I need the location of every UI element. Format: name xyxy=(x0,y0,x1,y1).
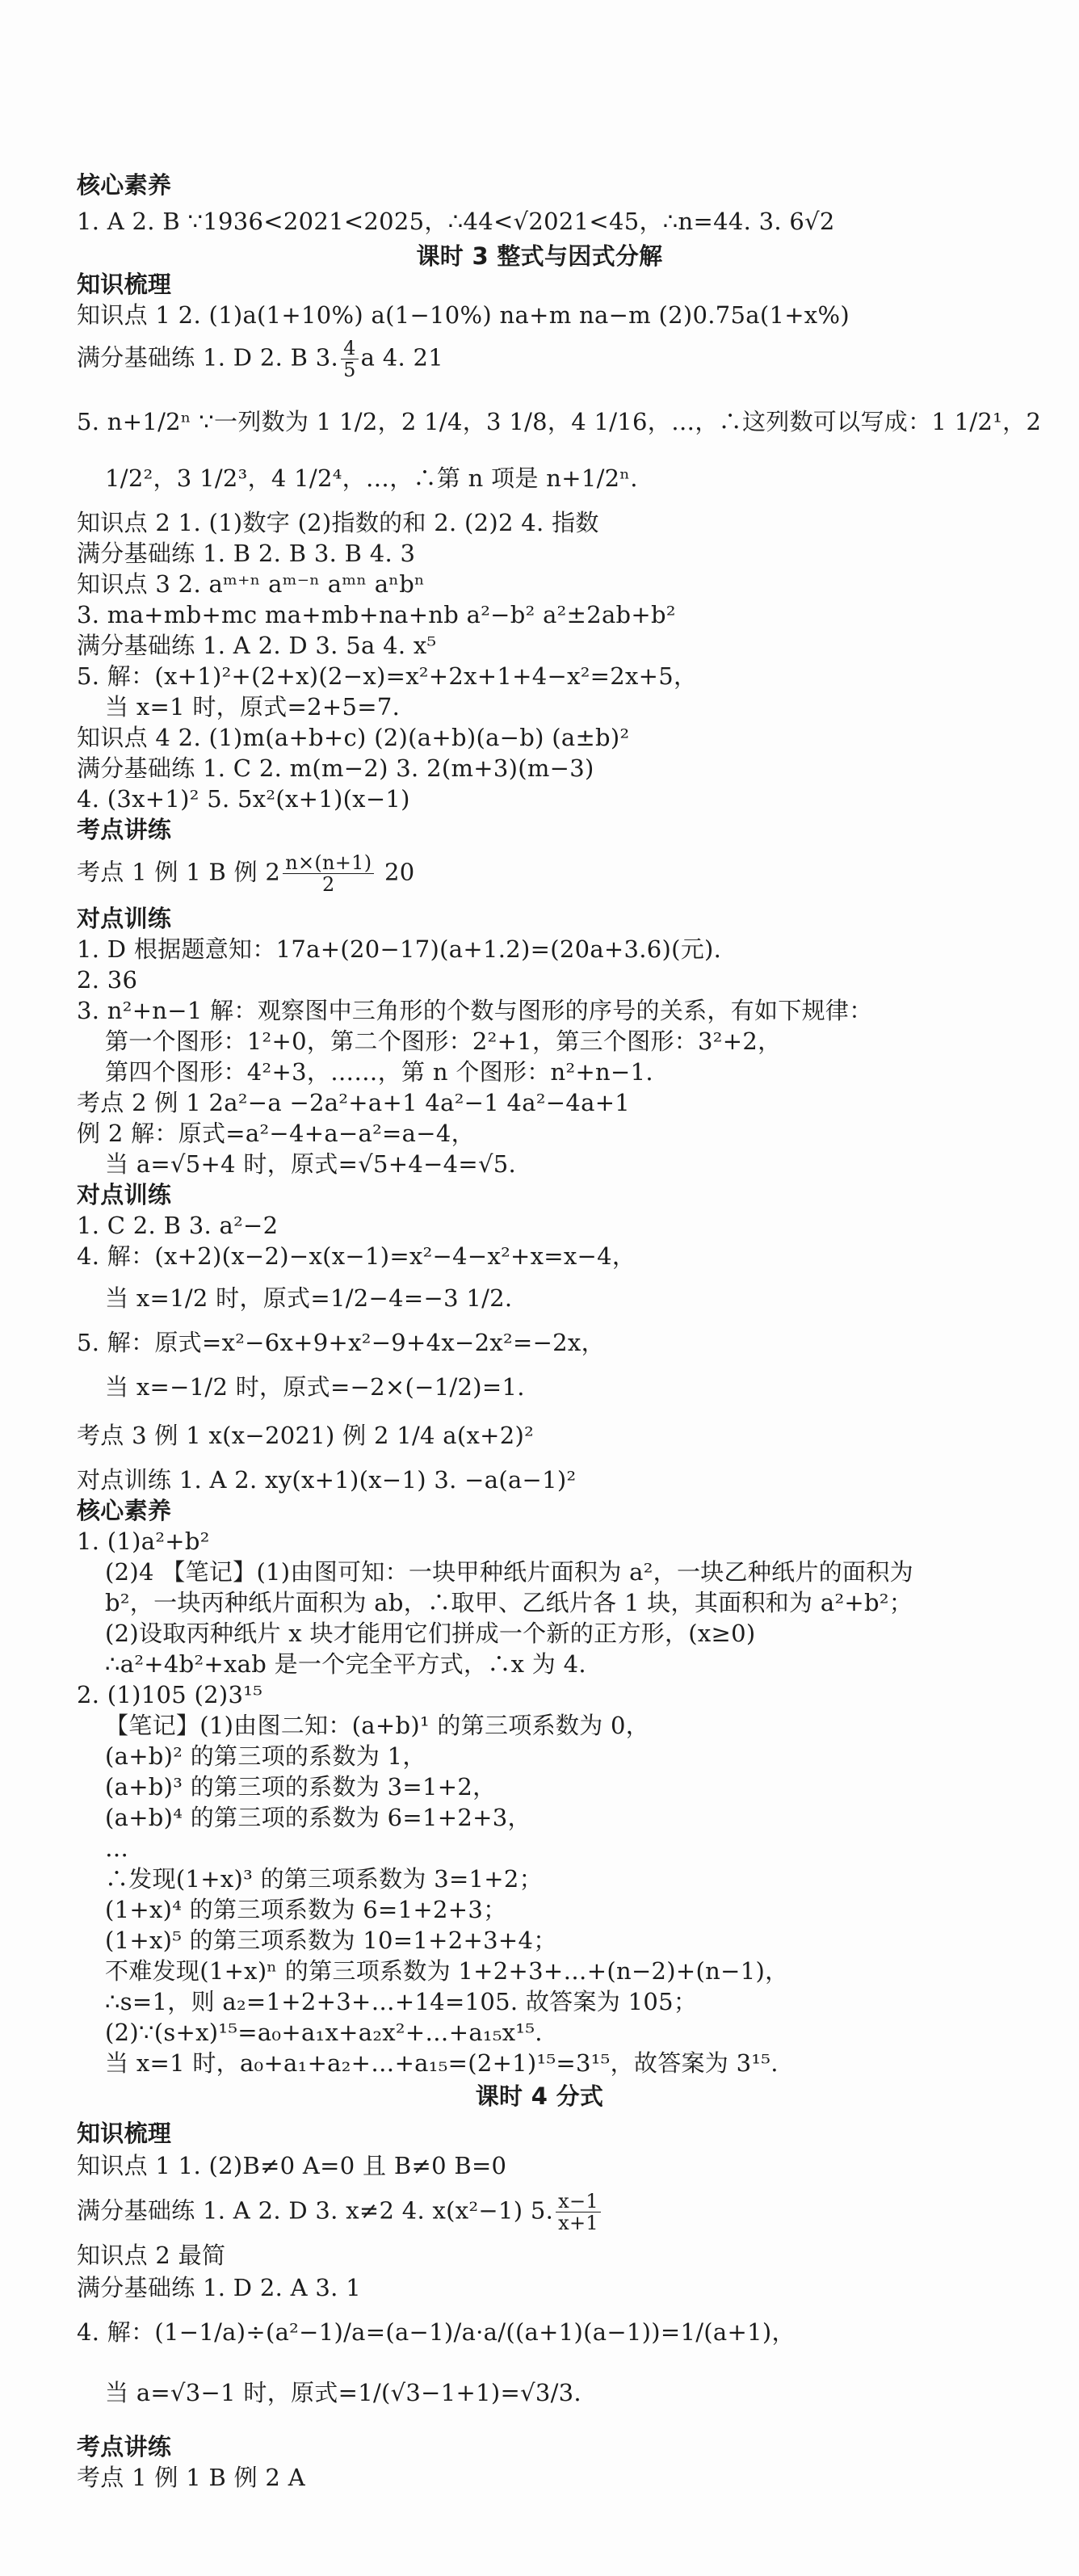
answer-line xyxy=(77,852,1047,895)
answer-line: 满分基础练 1. A 2. D 3. 5a 4. x⁵ xyxy=(77,632,437,659)
line-suffix: a 4. 21 xyxy=(360,343,444,372)
answer-line: 知识点 1 1. (2)B≠0 A=0 且 B≠0 B=0 xyxy=(77,2152,507,2179)
answer-line: 当 x=−1/2 时，原式=−2×(−1/2)=1. xyxy=(105,1373,525,1401)
answer-line: (1+x)⁴ 的第三项系数为 6=1+2+3； xyxy=(105,1896,507,1923)
fraction-denominator: 2 xyxy=(322,873,335,896)
answer-line: 第一个图形：1²+0，第二个图形：2²+1，第三个图形：3²+2， xyxy=(105,1027,782,1055)
answer-line: (2)设取丙种纸片 x 块才能用它们拼成一个新的正方形，(x≥0) xyxy=(105,1620,756,1647)
answer-line: 5. 解：(x+1)²+(2+x)(2−x)=x²+2x+1+4−x²=2x+5， xyxy=(77,662,698,690)
answer-line: … xyxy=(105,1834,129,1862)
fraction-numerator: x−1 xyxy=(556,2191,601,2213)
section-heading: 对点训练 xyxy=(77,905,172,932)
answer-line xyxy=(77,338,1047,380)
answer-line: (a+b)⁴ 的第三项的系数为 6=1+2+3， xyxy=(105,1804,531,1831)
fraction-numerator: 4 xyxy=(341,338,359,359)
answer-line: 3. ma+mb+mc ma+mb+na+nb a²−b² a²±2ab+b² xyxy=(77,601,676,628)
fraction-denominator: x+1 xyxy=(558,2212,598,2234)
answer-line: 知识点 3 2. aᵐ⁺ⁿ aᵐ⁻ⁿ aᵐⁿ aⁿbⁿ xyxy=(77,570,425,598)
answer-line: 2. (1)105 (2)3¹⁵ xyxy=(77,1681,263,1708)
answer-line: 1. C 2. B 3. a²−2 xyxy=(77,1212,279,1239)
answer-line: 知识点 4 2. (1)m(a+b+c) (2)(a+b)(a−b) (a±b)² xyxy=(77,724,630,751)
answer-line xyxy=(77,2191,1047,2234)
answer-line: 2. 36 xyxy=(77,966,138,994)
answer-line: 5. 解：原式=x²−6x+9+x²−9+4x−2x²=−2x， xyxy=(77,1329,605,1356)
answer-line: ∴s=1，则 a₂=1+2+3+…+14=105. 故答案为 105； xyxy=(105,1988,698,2015)
answer-line: 当 x=1/2 时，原式=1/2−4=−3 1/2. xyxy=(105,1284,513,1312)
answer-line: 当 x=1 时，原式=2+5=7. xyxy=(105,693,401,721)
answer-line: 对点训练 1. A 2. xy(x+1)(x−1) 3. −a(a−1)² xyxy=(77,1466,577,1494)
answer-line: 3. n²+n−1 解：观察图中三角形的个数与图形的序号的关系，有如下规律： xyxy=(77,997,873,1024)
fraction xyxy=(341,338,359,380)
fraction xyxy=(556,2191,601,2234)
answer-line: 1. A 2. B ∵1936<2021<2025，∴44<√2021<45，∴n=44. 3. 6√2 xyxy=(77,208,835,235)
section-heading: 核心素养 xyxy=(77,1497,172,1524)
answer-line: 知识点 1 2. (1)a(1+10%) a(1−10%) na+m na−m (2)0.75a(1+x%) xyxy=(77,301,850,329)
answer-line: (2)4 【笔记】(1)由图可知：一块甲种纸片面积为 a²，一块乙种纸片的面积为 xyxy=(105,1558,913,1586)
answer-line: b²，一块丙种纸片面积为 ab，∴取甲、乙纸片各 1 块，其面积和为 a²+b²； xyxy=(105,1589,913,1616)
answer-line: 知识点 2 最简 xyxy=(77,2242,226,2269)
fraction xyxy=(283,852,374,895)
answer-line: 当 a=√5+4 时，原式=√5+4−4=√5. xyxy=(105,1150,517,1178)
answer-line: (2)∵(s+x)¹⁵=a₀+a₁x+a₂x²+…+a₁₅x¹⁵. xyxy=(105,2019,543,2046)
answer-line: 第四个图形：4²+3，……，第 n 个图形：n²+n−1. xyxy=(105,1058,653,1086)
answer-line: ∴a²+4b²+xab 是一个完全平方式，∴x 为 4. xyxy=(105,1650,586,1678)
answer-line: (a+b)² 的第三项的系数为 1， xyxy=(105,1742,426,1770)
answer-line: 1. D 根据题意知：17a+(20−17)(a+1.2)=(20a+3.6)(元). xyxy=(77,935,722,963)
section-heading: 考点讲练 xyxy=(77,816,172,843)
answer-line: 考点 1 例 1 B 例 2 A xyxy=(77,2464,305,2491)
section-heading: 考点讲练 xyxy=(77,2433,172,2460)
answer-line: 当 a=√3−1 时，原式=1/(√3−1+1)=√3/3. xyxy=(105,2379,581,2406)
answer-line: 【笔记】(1)由图二知：(a+b)¹ 的第三项系数为 0， xyxy=(105,1712,650,1739)
answer-line: 考点 2 例 1 2a²−a −2a²+a+1 4a²−1 4a²−4a+1 xyxy=(77,1089,631,1116)
section-heading: 知识梳理 xyxy=(77,271,172,298)
answer-line: 满分基础练 1. D 2. A 3. 1 xyxy=(77,2274,361,2301)
answer-line: 例 2 解：原式=a²−4+a−a²=a−4， xyxy=(77,1120,475,1147)
answer-line: 4. 解：(1−1/a)÷(a²−1)/a=(a−1)/a·a/((a+1)(a−1))=1/(a+1)， xyxy=(77,2318,796,2346)
section-heading: 对点训练 xyxy=(77,1181,172,1208)
answer-line: 不难发现(1+x)ⁿ 的第三项系数为 1+2+3+…+(n−2)+(n−1)， xyxy=(105,1957,789,1985)
answer-line: 4. (3x+1)² 5. 5x²(x+1)(x−1) xyxy=(77,785,410,813)
lesson-title: 课时 4 分式 xyxy=(475,2082,604,2110)
answer-line: (1+x)⁵ 的第三项系数为 10=1+2+3+4； xyxy=(105,1927,557,1954)
answer-line: 1. (1)a²+b² xyxy=(77,1528,210,1555)
answer-line: 4. 解：(x+2)(x−2)−x(x−1)=x²−4−x²+x=x−4， xyxy=(77,1242,636,1270)
answer-line: 考点 3 例 1 x(x−2021) 例 2 1/4 a(x+2)² xyxy=(77,1422,535,1449)
line-prefix: 满分基础练 1. D 2. B 3. xyxy=(77,343,339,372)
fraction-numerator: n×(n+1) xyxy=(283,852,374,874)
lesson-title: 课时 3 整式与因式分解 xyxy=(416,242,663,270)
fraction-denominator: 5 xyxy=(343,359,356,381)
answer-line: ∴发现(1+x)³ 的第三项系数为 3=1+2； xyxy=(105,1865,543,1893)
line-prefix: 满分基础练 1. A 2. D 3. x≠2 4. x(x²−1) 5. xyxy=(77,2196,554,2225)
line-suffix: 20 xyxy=(384,858,415,886)
answer-line: 当 x=1 时，a₀+a₁+a₂+…+a₁₅=(2+1)¹⁵=3¹⁵，故答案为 3¹⁵. xyxy=(105,2049,779,2077)
section-heading: 知识梳理 xyxy=(77,2120,172,2147)
answer-line: (a+b)³ 的第三项的系数为 3=1+2， xyxy=(105,1773,497,1801)
section-heading: 核心素养 xyxy=(77,171,172,199)
line-prefix: 考点 1 例 1 B 例 2 xyxy=(77,858,281,886)
answer-line: 满分基础练 1. B 2. B 3. B 4. 3 xyxy=(77,540,416,567)
answer-line: 1/2²，3 1/2³，4 1/2⁴，…，∴第 n 项是 n+1/2ⁿ. xyxy=(105,464,638,492)
answer-line: 5. n+1/2ⁿ ∵一列数为 1 1/2，2 1/4，3 1/8，4 1/16，…，∴这列数可以写成：1 1/2¹，2 xyxy=(77,408,1042,435)
answer-line: 知识点 2 1. (1)数字 (2)指数的和 2. (2)2 4. 指数 xyxy=(77,509,599,536)
answer-line: 满分基础练 1. C 2. m(m−2) 3. 2(m+3)(m−3) xyxy=(77,754,594,782)
